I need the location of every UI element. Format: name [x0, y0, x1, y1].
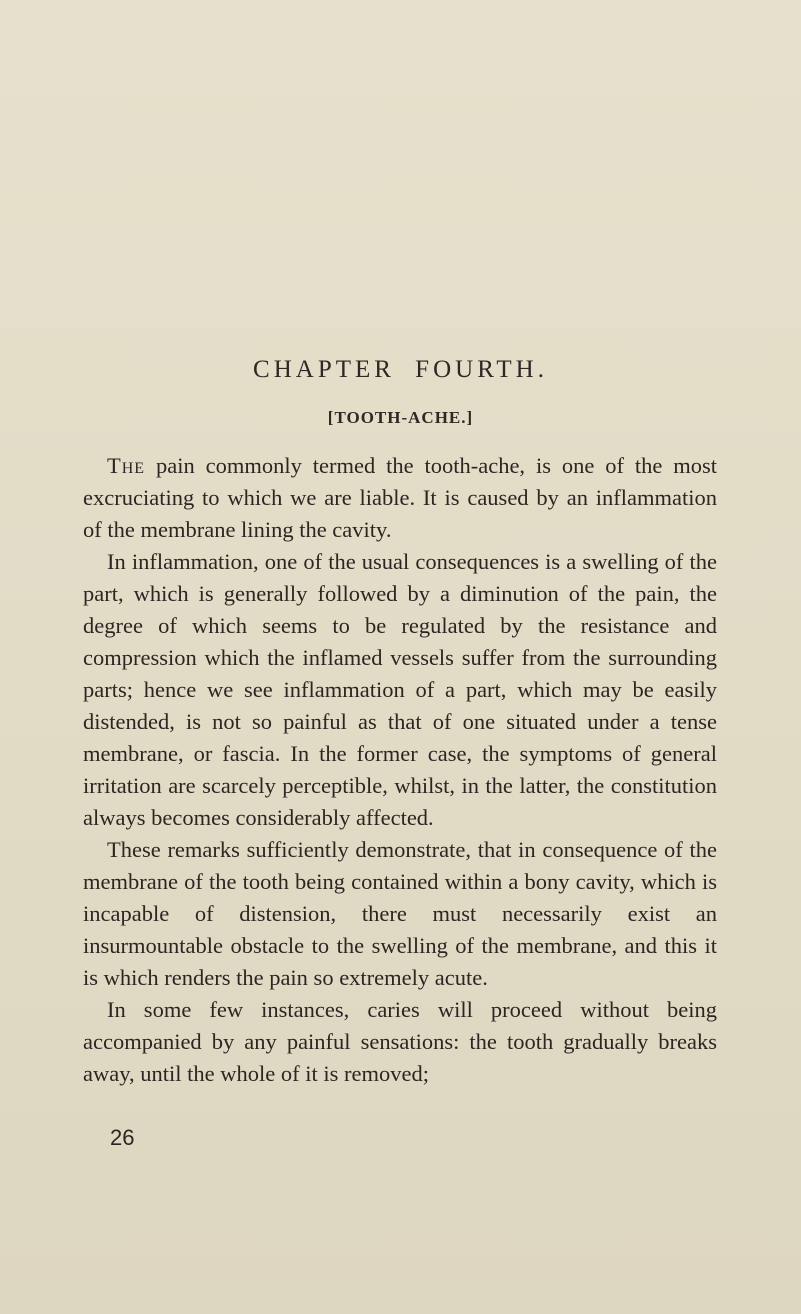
chapter-title: CHAPTER FOURTH.: [253, 356, 548, 383]
page-number: 26: [110, 1125, 135, 1150]
paragraph-text: pain commonly termed the tooth-ache, is one of the most excruciating to which we are liable. It is caused by an inflammation of the membrane lining the cavity.: [83, 453, 717, 542]
paragraph-text: In some few instances, caries will proceed without being accompanied by any painful sensations: the tooth gradually breaks away, until the whole of it is removed;: [83, 997, 717, 1086]
paragraph-text: These remarks sufficiently demonstrate, that in consequence of the membrane of the tooth being contained within a bony cavity, which is incapable of distension, there must necessarily exist an insurmountable obstacle to the swelling of the membrane, and this it is which renders the pain so extremely acute.: [83, 837, 717, 990]
paragraph-lead-word: The: [107, 453, 146, 478]
paragraph: [83, 450, 717, 546]
paragraph-text: In inflammation, one of the usual consequences is a swelling of the part, which is generally followed by a diminution of the pain, the degree of which seems to be regulated by the resistance and compression which the inflamed vessels suffer from the surrounding parts; hence we see inflammation of a part, which may be easily distended, is not so painful as that of one situated under a tense membrane, or fascia. In the former case, the symptoms of general irritation are scarcely perceptible, whilst, in the latter, the constitution always becomes considerably affected.: [83, 549, 717, 830]
chapter-subtitle: [TOOTH-ACHE.]: [327, 408, 474, 427]
body-text: [83, 450, 717, 1090]
paragraph: [83, 834, 717, 994]
paragraph: [83, 994, 717, 1090]
paragraph: [83, 546, 717, 834]
